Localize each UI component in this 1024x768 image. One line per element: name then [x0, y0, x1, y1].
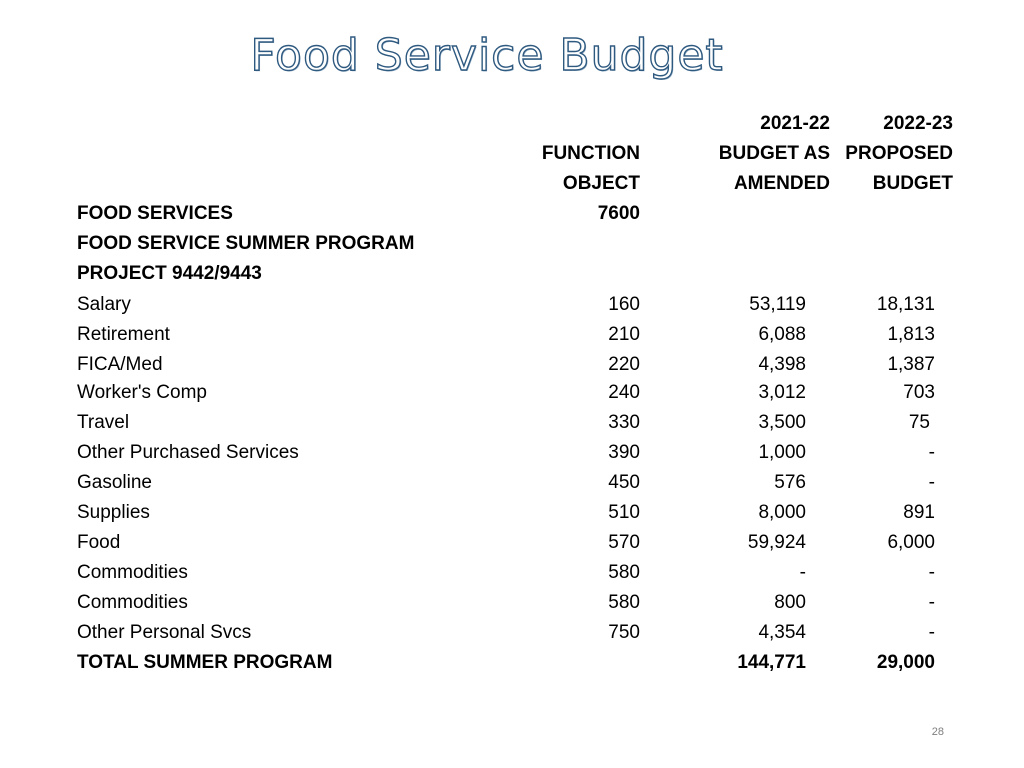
section-summer-program-label: FOOD SERVICE SUMMER PROGRAM: [77, 233, 415, 254]
row-object: 580: [608, 592, 640, 613]
row-proposed: -: [928, 562, 935, 583]
row-object: 210: [608, 324, 640, 345]
row-label: Retirement: [77, 324, 170, 345]
header-proposed-line-2: PROPOSED: [845, 143, 953, 164]
table-row: [0, 500, 1024, 526]
row-proposed: 6,000: [887, 532, 935, 553]
row-label: Other Personal Svcs: [77, 622, 252, 643]
row-label: Commodities: [77, 562, 188, 583]
row-proposed: -: [928, 472, 935, 493]
page-title: Food Service Budget: [250, 30, 724, 81]
table-row: [0, 620, 1024, 646]
table-row: [0, 292, 1024, 318]
row-object: 570: [608, 532, 640, 553]
header-amended-line-2: BUDGET AS: [718, 143, 830, 164]
row-amended: 4,398: [758, 354, 806, 375]
table-row: [0, 590, 1024, 616]
table-row: [0, 380, 1024, 406]
row-object: 160: [608, 294, 640, 315]
section-project-label: PROJECT 9442/9443: [77, 263, 262, 284]
row-proposed: -: [928, 622, 935, 643]
section-project: [0, 261, 1024, 287]
row-label: Other Purchased Services: [77, 442, 299, 463]
row-label: Gasoline: [77, 472, 152, 493]
row-proposed: -: [928, 592, 935, 613]
table-row: [0, 530, 1024, 556]
header-function-object-line-2: FUNCTION: [541, 143, 640, 164]
row-amended: 1,000: [758, 442, 806, 463]
row-label: Supplies: [77, 502, 150, 523]
row-amended: 576: [774, 472, 806, 493]
page-number: 28: [931, 726, 944, 738]
row-object: 450: [608, 472, 640, 493]
row-amended: 3,012: [758, 382, 806, 403]
row-label: FICA/Med: [77, 354, 163, 375]
row-proposed: 1,813: [887, 324, 935, 345]
section-food-services-code: 7600: [597, 203, 640, 224]
total-label: TOTAL SUMMER PROGRAM: [77, 652, 333, 673]
row-label: Food: [77, 532, 121, 553]
header-amended-line-1: 2021-22: [760, 113, 830, 134]
total-row: [0, 650, 1024, 676]
row-object: 510: [608, 502, 640, 523]
row-amended: 3,500: [758, 412, 806, 433]
row-amended: 6,088: [758, 324, 806, 345]
row-amended: 8,000: [758, 502, 806, 523]
row-object: 390: [608, 442, 640, 463]
row-proposed: 703: [903, 382, 935, 403]
section-food-services: [0, 201, 1024, 227]
header-row-2: [0, 141, 1024, 167]
row-proposed: 891: [903, 502, 935, 523]
row-proposed: 18,131: [876, 294, 935, 315]
row-object: 220: [608, 354, 640, 375]
row-proposed: 75: [908, 412, 930, 433]
table-row: [0, 470, 1024, 496]
table-row: [0, 440, 1024, 466]
header-amended-line-3: AMENDED: [733, 173, 830, 194]
row-amended: 4,354: [758, 622, 806, 643]
header-row-1: [0, 111, 1024, 137]
table-row: [0, 352, 1024, 378]
row-object: 330: [608, 412, 640, 433]
table-row: [0, 560, 1024, 586]
row-amended: 59,924: [747, 532, 806, 553]
total-proposed: 29,000: [876, 652, 935, 673]
row-label: Commodities: [77, 592, 188, 613]
header-function-object-line-3: OBJECT: [562, 173, 640, 194]
row-proposed: 1,387: [887, 354, 935, 375]
header-row-3: [0, 171, 1024, 197]
row-object: 240: [608, 382, 640, 403]
row-label: Travel: [77, 412, 130, 433]
row-label: Worker's Comp: [77, 382, 207, 403]
total-amended: 144,771: [737, 652, 806, 673]
section-summer-program: [0, 231, 1024, 257]
table-row: [0, 322, 1024, 348]
row-amended: 800: [774, 592, 806, 613]
row-amended: 53,119: [749, 294, 806, 315]
table-row: [0, 410, 1024, 436]
row-label: Salary: [77, 294, 131, 315]
header-proposed-line-3: BUDGET: [872, 173, 953, 194]
row-proposed: -: [928, 442, 935, 463]
row-object: 580: [608, 562, 640, 583]
row-object: 750: [608, 622, 640, 643]
row-amended: -: [799, 562, 806, 583]
section-food-services-label: FOOD SERVICES: [77, 203, 233, 224]
header-proposed-line-1: 2022-23: [883, 113, 953, 134]
